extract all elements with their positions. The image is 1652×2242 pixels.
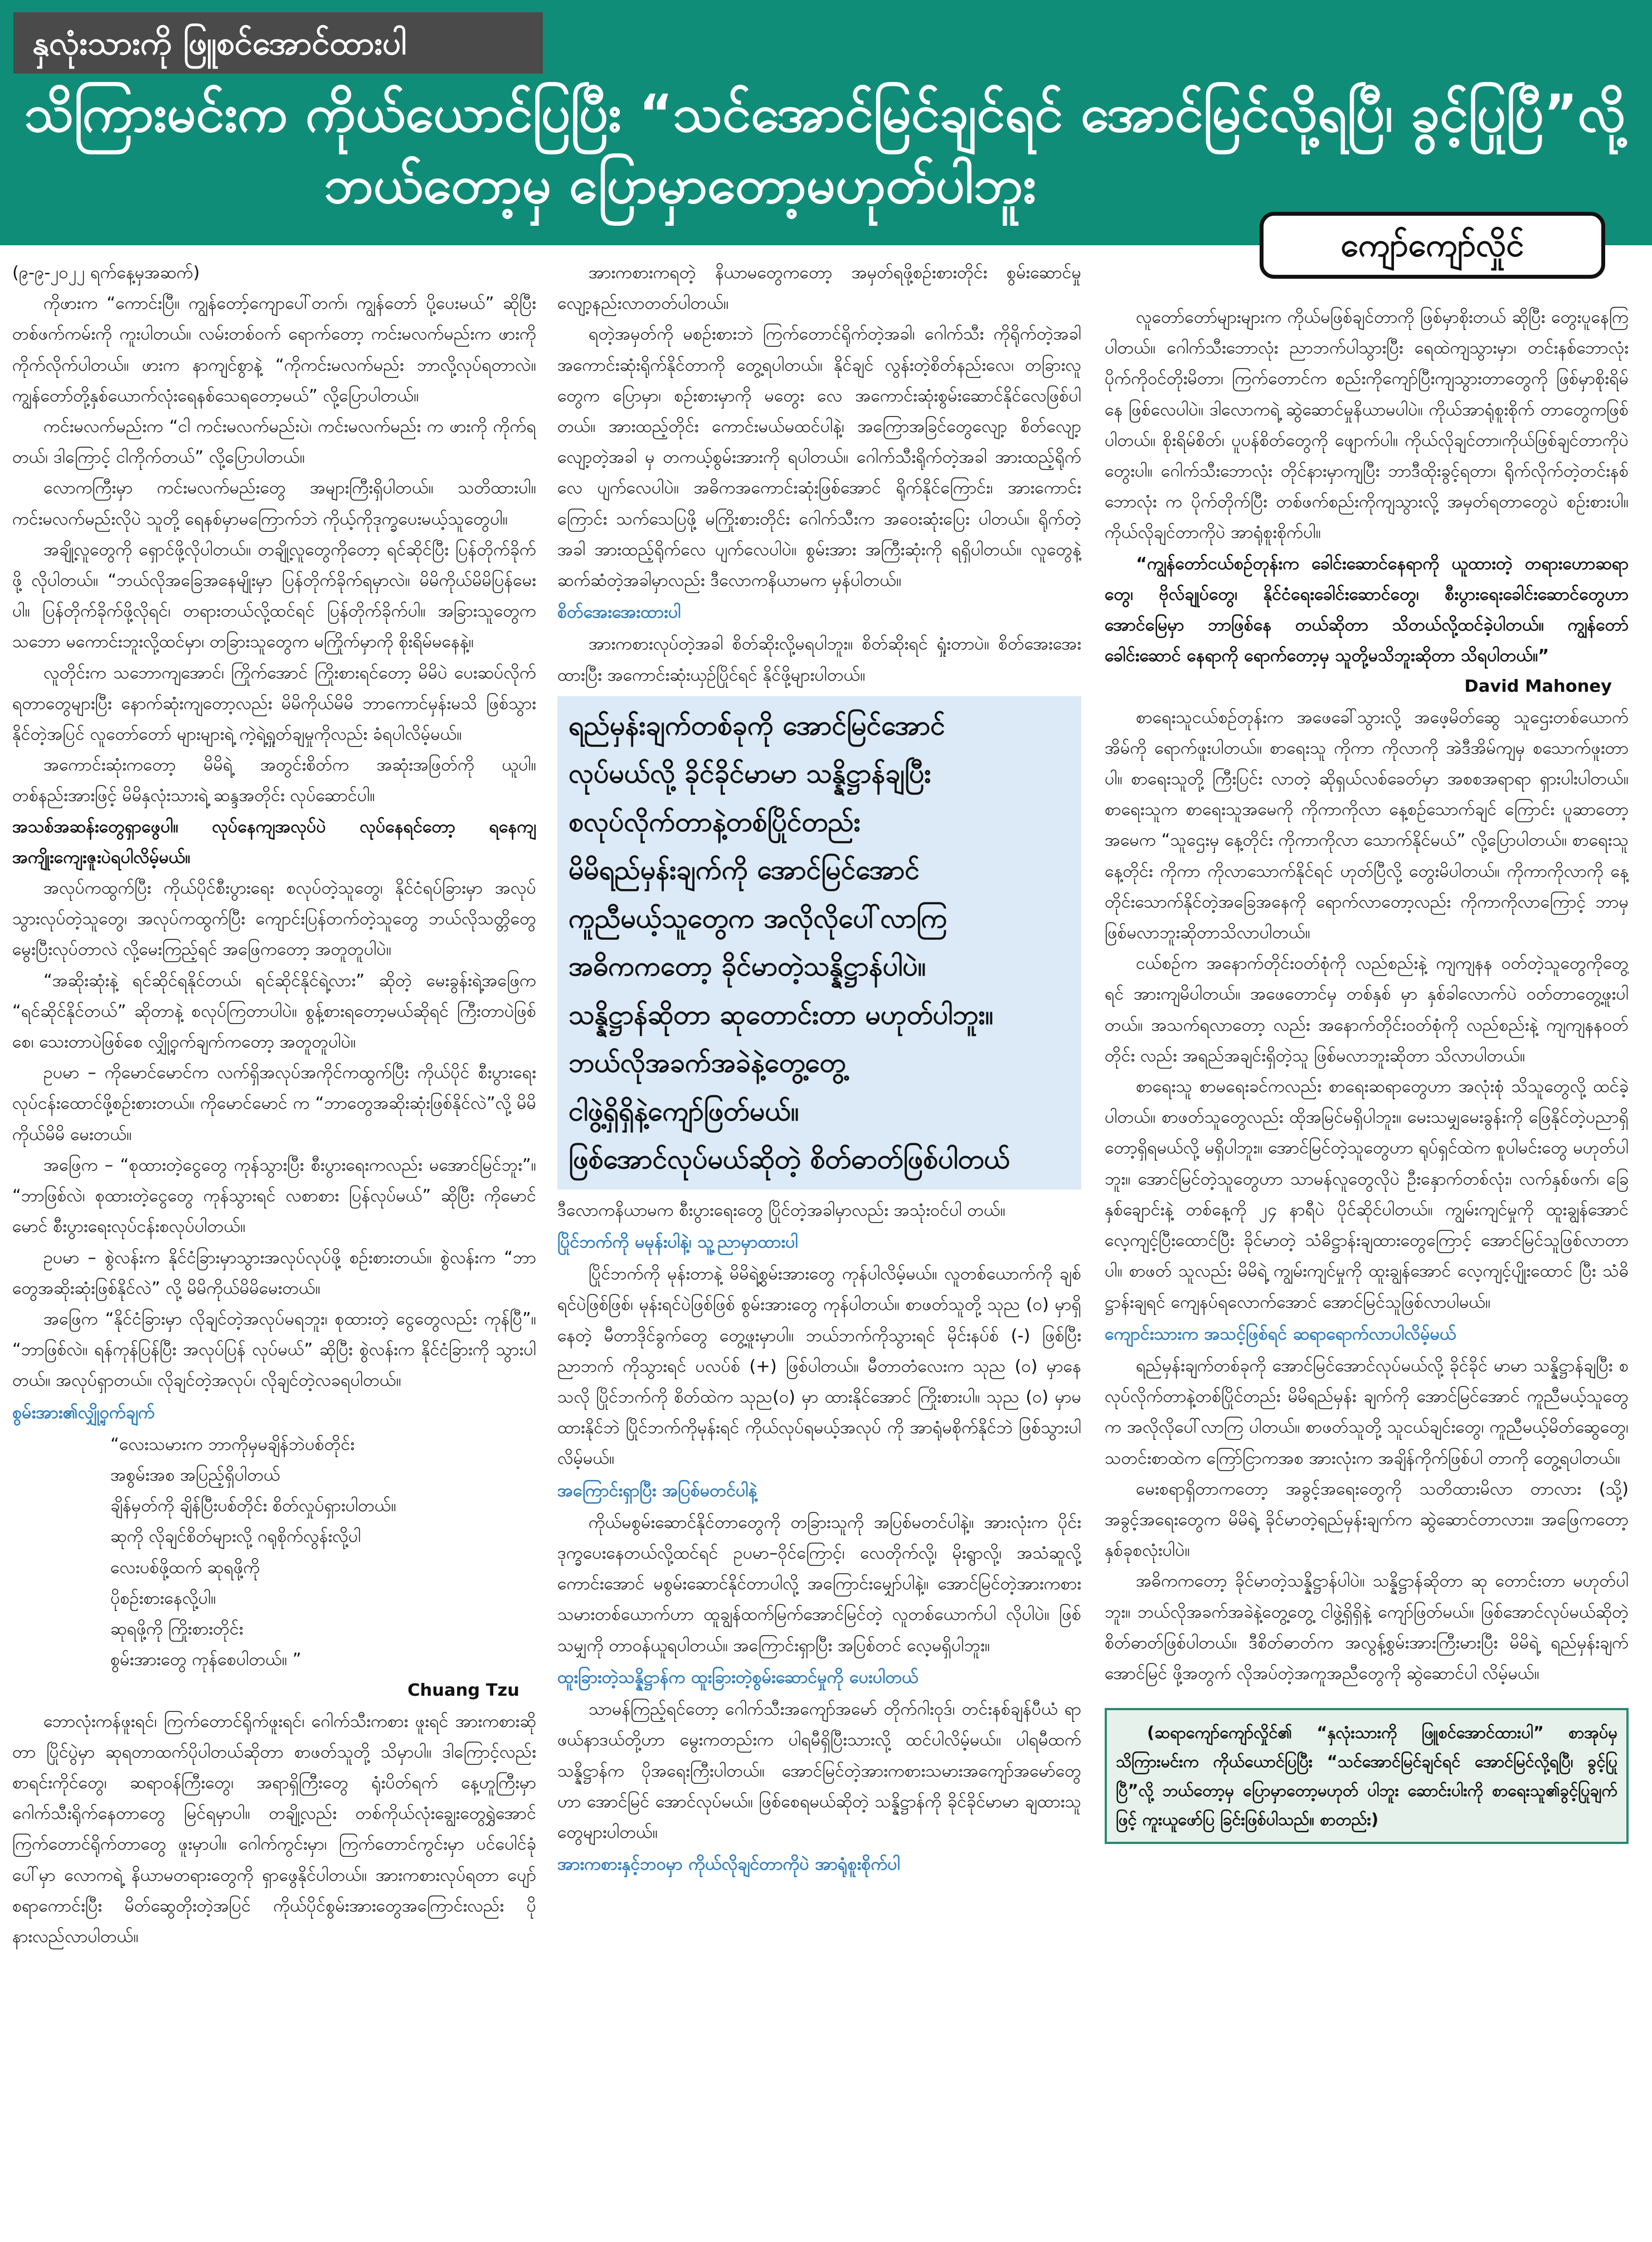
paragraph: ရည်မှန်းချက်တစ်ခုကို အောင်မြင်အောင်လုပ်မယ်လို့ ခိုင်ခိုင် မာမာ သန္နိဋ္ဌာန်ချပြီး စလုပ်လိုက်တာနဲ့တစ်ပြိုင်တည်း မိမိရည်မှန်း ချက်ကို အောင်မြင်အောင် ကူညီမယ့်သူတွေက အလိုလိုပေါ်လာကြ ပါတယ်။ စာဖတ်သူတို့ သူငယ်ချင်းတွေ၊ ကူညီမယ့်မိတ်ဆွေတွေ၊ သတင်းစာထဲက ကြော်ငြာကအစ အားလုံးက အချိန်ကိုက်ဖြစ်ပါ တာကို တွေ့ရပါတယ်။ [1105, 1356, 1629, 1468]
section-heading: စိတ်အေးအေးထားပါ [557, 603, 681, 623]
paragraph: အဖြေက “နိုင်ငံခြားမှာ လိုချင်တဲ့အလုပ်မရဘူး၊ စုထားတဲ့ ငွေတွေလည်း ကုန်ပြီ”။ “ဘာဖြစ်လဲ။ ရန်ကုန်ပြန်ပြီး အလုပ်ပြန် လုပ်မယ်” ဆိုပြီး စွဲလန်းက နိုင်ငံခြားကို သွားပါတယ်။ အလုပ်ရှာတယ်။ လိုချင်တဲ့အလုပ်၊ လိုချင်တဲ့လခရပါတယ်။ [12, 1309, 536, 1391]
column-3-content [1105, 258, 1629, 1844]
pull-quote-line: ဘယ်လိုအခက်အခဲနဲ့တွေ့တွေ့ [569, 1047, 846, 1079]
title-line-1: သိကြားမင်းက ကိုယ်ယောင်ပြပြီး “သင်အောင်မြင်ချင်ရင် အောင်မြင်လို့ရပြီ၊ ခွင့်ပြုပြီ”လို့ [24, 84, 1626, 143]
paragraph: အကောင်းဆုံးကတော့ မိမိရဲ့ အတွင်းစိတ်က အဆုံးအဖြတ်ကို ယူပါ။ တစ်နည်းအားဖြင့် မိမိနှလုံးသားရဲ့ ဆန္ဒအတိုင်း လုပ်ဆောင်ပါ။ [12, 755, 536, 806]
section-heading: ကျောင်းသားက အသင့်ဖြစ်ရင် ဆရာရောက်လာပါလိမ့်မယ် [1105, 1324, 1456, 1344]
pull-quote-line: ကူညီမယ့်သူတွေက အလိုလိုပေါ်လာကြ [569, 902, 948, 934]
paragraph: သာမန်ကြည့်ရင်တော့ ဂေါက်သီးအကျော်အမော် တိုက်ဂါးဝုဒ်၊ တင်းနစ်ချန်ပီယံ ရာဖယ်နာဒယ်တို့ဟာ မွေးကတည်းက ပါရမီရှိပြီးသားလို့ ထင်ပါလိမ့်မယ်။ ပါရမီထက် သန္နိဋ္ဌာန်က ပိုအရေးကြီးပါတယ်။ အောင်မြင်တဲ့အားကစားသမားအကျော်အမော်တွေဟာ အောင်မြင် အောင်လုပ်မယ်။ ဖြစ်စေရမယ်ဆိုတဲ့ သန္နိဋ္ဌာန်ကို ခိုင်ခိုင်မာမာ ချထားသူတွေများပါတယ်။ [557, 1700, 1081, 1842]
title-line-2: ဘယ်တော့မှ ပြောမှာတော့မဟုတ်ပါဘူး [324, 155, 1036, 215]
poem-line: ဆုရဖို့ကို ကြိုးစားတိုင်း [110, 1619, 244, 1639]
article-title [17, 78, 1633, 221]
author-byline: ကျော်ကျော်လှိုင် [1260, 212, 1605, 279]
pull-quote-line: မိမိရည်မှန်းချက်ကို အောင်မြင်အောင် [569, 855, 920, 886]
poem-line: လေးပစ်ဖို့ထက် ဆုရဖို့ကို [110, 1557, 260, 1578]
paragraph: စာရေးသူ စာမရေးခင်ကလည်း စာရေးဆရာတွေဟာ အလုံးစုံ သိသူတွေလို့ ထင်ခဲ့ပါတယ်။ စာဖတ်သူတွေလည်း ထိုအမြင်မရှိပါဘူး။ မေးသမျှမေးခွန်းကို ဖြေနိုင်တဲ့ပညာရှိတော့ရှိရမယ်လို့ မရှိပါဘူး။ အောင်မြင်တဲ့သူတွေဟာ ရုပ်ရှင်ထဲက စူပါမင်းတွေ မဟုတ်ပါဘူး။ အောင်မြင်တဲ့သူတွေဟာ သာမန်လူတွေလိုပဲ ဦးနှောက်တစ်လုံး၊ လက်နှစ်ဖက်၊ ခြေနှစ်ချောင်းနဲ့ တစ်နေ့ကို ၂၄ နာရီပဲ ပိုင်ဆိုင်ပါတယ်။ ကျွမ်းကျင်မှုကို ထူးချွန်အောင် လေ့ကျင့်ပြီးထောင်ပြီး ခိုင်မာတဲ့ သံဓိဋ္ဌာန်းချထားတွေကြောင့် အောင်မြင်သူဖြစ်လာတာပါ။ စာဖတ် သူလည်း မိမိရဲ့ ကျွမ်းကျင်မှုကို ထူးချွန်အောင် လေ့ကျင့်ပျိုးထောင် ပြီး သံဓိဋ္ဌာန်းချရင် ကျေနပ်ရလောက်အောင် အောင်မြင်သူဖြစ်လာပါမယ်။ [1105, 1077, 1629, 1312]
paragraph: လောကကြီးမှာ ကင်းမလက်မည်းတွေ အများကြီးရှိပါတယ်။ သတိထားပါ။ ကင်းမလက်မည်းလိုပဲ သူတို့ ရေနစ်မှာမကြောက်ဘဲ ကိုယ့်ကိုဒုက္ခပေးမယ့်သူတွေပါ။ [12, 478, 536, 529]
paragraph: ကင်းမလက်မည်းက “ငါ ကင်းမလက်မည်းပဲ၊ ကင်းမလက်မည်း က ဖားကို ကိုက်ရတယ်၊ ဒါကြောင့် ငါကိုက်တယ်” လို့ပြောပါတယ်။ [12, 417, 536, 468]
column-1 [12, 258, 536, 2225]
continuation-date: (၉-၉-၂၀၂၂ ရက်နေ့မှအဆက်) [12, 263, 200, 283]
pull-quote-line: ငါဖွဲ့ရှိရှိနဲ့ကျော်ဖြတ်မယ်။ [569, 1095, 799, 1127]
poem-line: “လေးသမားက ဘာကိုမှမချိန်ဘဲပစ်တိုင်း [110, 1434, 355, 1454]
pull-quote-line: လုပ်မယ်လို့ ခိုင်ခိုင်မာမာ သန္နိဋ္ဌာန်ချပြီး [569, 758, 931, 790]
paragraph: လူတော်တော်များများက ကိုယ်မဖြစ်ချင်တာကို ဖြစ်မှာစိုးတယ် ဆိုပြီး တွေးပူနေကြပါတယ်။ ဂေါက်သီးဘောလုံး ညာဘက်ပါသွားပြီး ရေထဲကျသွားမှာ၊ တင်းနစ်ဘောလုံး ပိုက်ကိုဝင်တိုးမိတာ၊ ကြက်တောင်က စည်းကိုကျော်ပြီးကျသွားတာတွေကို ဖြစ်မှာစိုးရိမ်နေ ဖြစ်လေပါပဲ။ ဒါလောကရဲ့ ဆွဲဆောင်မှုနိယာမပါပဲ။ ကိုယ်အာရုံစူးစိုက် တာတွေကဖြစ်ပါတယ်။ စိုးရိမ်စိတ်၊ ပူပန်စိတ်တွေကို ဖျောက်ပါ။ ကိုယ်လိုချင်တာ၊ကိုယ်ဖြစ်ချင်တာကိုပဲတွေးပါ။ ဂေါက်သီးဘောလုံး တိုင်နားမှာကျပြီး ဘာဒီထိုးခွင့်ရတာ၊ ရိုက်လိုက်တဲ့တင်းနစ်ဘောလုံး က ပိုက်တိုက်ပြီး တစ်ဖက်စည်းကိုကျသွားလို့ အမှတ်ရတာတွေပဲ စဉ်းစားပါ။ ကိုယ်လိုချင်တာကိုပဲ အာရုံစူးစိုက်ပါ။ [1105, 308, 1629, 543]
paragraph: အချို့လူတွေကို ရှောင်ဖို့လိုပါတယ်။ တချို့လူတွေကိုတော့ ရင်ဆိုင်ပြီး ပြန်တိုက်ခိုက်ဖို့ လိုပါတယ်။ “ဘယ်လိုအခြေအနေမျိုးမှာ ပြန်တိုက်ခိုက်ရမှာလဲ။ မိမိကိုယ်မိမိပြန်မေးပါ။ ပြန်တိုက်ခိုက်ဖို့လိုရင်၊ တရားတယ်လို့ထင်ရင် ပြန်တိုက်ခိုက်ပါ။ အခြားသူတွေက သဘော မကောင်းဘူးလို့ထင်မှာ၊ တခြားသူတွေက မကြိုက်မှာကို စိုးရိမ်မနေနဲ့။ [12, 540, 536, 652]
poem-line: ဆုကို လိုချင်စိတ်များလို့ ဂရုစိုက်လွန်းလို့ပါ [110, 1527, 361, 1547]
paragraph: ဥပမာ – ကိုမောင်မောင်က လက်ရှိအလုပ်အကိုင်ကထွက်ပြီး ကိုယ်ပိုင် စီးပွားရေးလုပ်ငန်းထောင်ဖို့စဉ်းစားတယ်။ ကိုမောင်မောင် က “ဘာတွေအဆိုးဆုံးဖြစ်နိုင်လဲ”လို့ မိမိကိုယ်မိမိ မေးတယ်။ [12, 1063, 536, 1144]
quote-attribution: David Mahoney [1464, 677, 1612, 697]
paragraph: မေးစရာရှိတာကတော့ အခွင့်အရေးတွေကို သတိထားမိလာ တာလား (သို့) အခွင့်အရေးတွေက မိမိရဲ့ ခိုင်မာတဲ့ရည်မှန်းချက်က ဆွဲဆောင်တာလား။ အဖြေကတော့ နှစ်ခုစလုံးပါပဲ။ [1105, 1479, 1629, 1561]
paragraph: ကိုယ်မစွမ်းဆောင်နိုင်တာတွေကို တခြားသူကို အပြစ်မတင်ပါနဲ့။ အားလုံးက ပိုင်းဒုက္ခပေးနေတယ်လို့ထင်ရင် ဥပမာ–ဝိုင်ကြောင့်၊ လေတိုက်လို့၊ မိုးရွာလို့၊ အသံဆူလို့ ကောင်းအောင် မစွမ်းဆောင်နိုင်တာပါလို့ အကြောင်းမျှော်ပါနဲ့။ အောင်မြင်တဲ့အားကစား သမားတစ်ယောက်ဟာ ထူချွန်ထက်မြက်အောင်မြင်တဲ့ လူတစ်ယောက်ပါ လိုပါပဲ။ ဖြစ်သမျှကို တာဝန်ယူရပါတယ်။ အကြောင်းရှာပြီး အပြစ်တင် လေ့မရှိပါဘူး။ [557, 1512, 1081, 1656]
source-note: (ဆရာကျော်ကျော်လှိုင်၏ “နှလုံးသားကို ဖြူစင်အောင်ထားပါ” စာအုပ်မှ သိကြားမင်းက ကိုယ်ယောင်ပြပြီး “သင်အောင်မြင်ချင်ရင် အောင်မြင်လို့ရပြီ၊ ခွင့်ပြုပြီ”လို့ ဘယ်တော့မှ ပြောမှာတော့မဟုတ် ပါဘူး ဆောင်းပါးကို စာရေးသူ၏ခွင့်ပြုချက်ဖြင့် ကူးယူဖော်ပြ ခြင်းဖြစ်ပါသည်။ စာတည်း) [1116, 1723, 1617, 1829]
paragraph: ပြိုင်ဘက်ကို မုန်းတာနဲ့ မိမိရဲ့စွမ်းအားတွေ ကုန်ပါလိမ့်မယ်။ လူတစ်ယောက်ကို ချစ်ရင်ပဲဖြစ်ဖြစ်၊ မုန်းရင်ပဲဖြစ်ဖြစ် စွမ်းအားတွေ ကုန်ပါတယ်။ စာဖတ်သူတို့ သုည (၀) မှာရှိနေတဲ့ မီတာဒိုင်ခွက်တွေ တွေ့ဖူးမှာပါ။ ဘယ်ဘက်ကိုသွားရင် မိုင်းနပ်စ် (-) ဖြစ်ပြီး ညာဘက် ကိုသွားရင် ပလပ်စ် (+) ဖြစ်ပါတယ်။ မီတာတံလေးက သုည (၀) မှာနေ သလို ပြိုင်ဘက်ကို စိတ်ထဲက သုည(၀) မှာ ထားနိုင်အောင် ကြိုးစားပါ။ သုည (၀) မှာမထားနိုင်ဘဲ ပြိုင်ဘက်ကိုမုန်းရင် ကိုယ်လုပ်ရမယ့်အလုပ် ကို အာရုံမစိုက်နိုင်ဘဲ ဖြစ်သွားပါလိမ့်မယ်။ [557, 1264, 1081, 1469]
column-2 [557, 258, 1081, 2225]
source-note-box [1105, 1708, 1629, 1844]
paragraph: ဥပမာ – စွဲလန်းက နိုင်ငံခြားမှာသွားအလုပ်လုပ်ဖို့ စဉ်းစားတယ်။ စွဲလန်းက “ဘာတွေအဆိုးဆုံးဖြစ်နိုင်လဲ” လို့ မိမိကိုယ်မိမိမေးတယ်။ [12, 1248, 536, 1298]
bold-paragraph: အသစ်အဆန်းတွေရှာဖွေပါ။ လုပ်နေကျအလုပ်ပဲ လုပ်နေရင်တော့ ရနေကျအကျိုးကျေးဇူးပဲရပါလိမ့်မယ်။ [12, 817, 536, 867]
poem-line: စွမ်းအားတွေ ကုန်စေပါတယ်။ ” [110, 1650, 302, 1670]
quote: “ကျွန်တော်ငယ်စဉ်တုန်းက ခေါင်းဆောင်နေရာကို ယူထားတဲ့ တရားဟောဆရာတွေ၊ ဗိုလ်ချုပ်တွေ၊ နိုင်ငံရေးခေါင်းဆောင်တွေ၊ စီးပွားရေးခေါင်းဆောင်တွေဟာ အောင်မြေမှာ ဘာဖြစ်နေ တယ်ဆိုတာ သိတယ်လို့ထင်ခဲ့ပါတယ်။ ကျွန်တော်ခေါင်းဆောင် နေရာကို ရောက်တော့မှ သူတို့မသိဘူးဆိုတာ သိရပါတယ်။” [1105, 554, 1629, 666]
column-3 [1105, 258, 1629, 2225]
paragraph: အလုပ်ကထွက်ပြီး ကိုယ်ပိုင်စီးပွားရေး စလုပ်တဲ့သူတွေ၊ နိုင်ငံရပ်ခြားမှာ အလုပ်သွားလုပ်တဲ့သူတွေ၊ အလုပ်ကထွက်ပြီး ကျောင်းပြန်တက်တဲ့သူတွေ ဘယ်လိုသတ္တိတွေမွေးပြီးလုပ်တာလဲ လို့မေးကြည့်ရင် အဖြေကတော့ အတူတူပါပဲ။ [12, 879, 536, 960]
paragraph: လူတိုင်းက သဘောကျအောင်၊ ကြိုက်အောင် ကြိုးစားရင်တော့ မိမိပဲ ပေးဆပ်လိုက်ရတာတွေများပြီး နောက်ဆုံးကျတော့လည်း မိမိကိုယ်မိမိ ဘာကောင်မှန်းမသိ ဖြစ်သွားနိုင်တဲ့အပြင် လူတော်တော် များများရဲ့ ကဲ့ရဲ့ရှုတ်ချမှုကိုလည်း ခံရပါလိမ့်မယ်။ [12, 663, 536, 745]
poem-attribution: Chuang Tzu [407, 1681, 519, 1701]
paragraph: “အဆိုးဆုံးနဲ့ ရင်ဆိုင်ရနိုင်တယ်၊ ရင်ဆိုင်နိုင်ရဲ့လား” ဆိုတဲ့ မေးခွန်းရဲ့အဖြေက “ရင်ဆိုင်နိုင်တယ်” ဆိုတာနဲ့ စလုပ်ကြတာပါပဲ။ စွန့်စားရတော့မယ်ဆိုရင် ကြီးတာပဲဖြစ်စေ၊ သေးတာပဲဖြစ်စေ လျှို့ဝှက်ချက်ကတော့ အတူတူပါပဲ။ [12, 970, 536, 1052]
pull-quote-line: ရည်မှန်းချက်တစ်ခုကို အောင်မြင်အောင် [569, 710, 945, 741]
paragraph: ရတဲ့အမှတ်ကို မစဉ်းစားဘဲ ကြက်တောင်ရိုက်တဲ့အခါ၊ ဂေါက်သီး ကိုရိုက်တဲ့အခါ အကောင်းဆုံးရိုက်နိုင်တာကို တွေ့ရပါတယ်။ နိုင်ချင် လွန်းတဲ့စိတ်နည်းလေ၊ တခြားလူတွေက ပြောမှာ၊ စဉ်းစားမှာကို မတွေး လေ အကောင်းဆုံးစွမ်းဆောင်နိုင်လေဖြစ်ပါတယ်။ အားထည့်တိုင်း ကောင်းမယ်မထင်ပါနဲ့၊ အကြောအခြင်တွေလျော့ စိတ်လျော့လျော့တဲ့အခါ မှ တကယ့်စွမ်းအားကို ရပါတယ်။ ဂေါက်သီးရိုက်တဲ့အခါ အားထည့်ရိုက် လေ ပျက်လေပါပဲ။ အဓိကအကောင်းဆုံးဖြစ်အောင် ရိုက်နိုင်ကြောင်း၊ အားကောင်းကြောင်း သက်သေပြဖို့ မကြိုးစားတိုင်း ဂေါက်သီးက အဝေးဆုံးပြေး ပါတယ်။ ရိုက်တဲ့အခါ အားထည့်ရိုက်လေ ပျက်လေပါပဲ။ စွမ်းအား အကြီးဆုံးကို ရရှိပါတယ်။ လူတွေနဲ့ဆက်ဆံတဲ့အခါမှာလည်း ဒီလောကနိယာမက မှန်ပါတယ်။ [557, 324, 1081, 591]
paragraph: အားကစားလုပ်တဲ့အခါ စိတ်ဆိုးလို့မရပါဘူး။ စိတ်ဆိုးရင် ရှုံးတာပဲ။ စိတ်အေးအေးထားပြီး အကောင်းဆုံးယှဉ်ပြိုင်ရင် နိုင်ဖို့များပါတယ်။ [557, 634, 1081, 685]
poem-line: အစွမ်းအစ အပြည့်ရှိပါတယ် [110, 1465, 280, 1485]
header-banner [0, 0, 1652, 245]
paragraph: အဓိကကတော့ ခိုင်မာတဲ့သန္နိဋ္ဌာန်ပါပဲ။ သန္နိဋ္ဌာန်ဆိုတာ ဆု တောင်းတာ မဟုတ်ပါဘူး။ ဘယ်လိုအခက်အခဲနဲ့တွေ့တွေ့ ငါဖွဲ့ရှိရှိနဲ့ ကျော်ဖြတ်မယ်။ ဖြစ်အောင်လုပ်မယ်ဆိုတဲ့ စိတ်ဓာတ်ဖြစ်ပါတယ်။ ဒီစိတ်ဓာတ်က အလွန့်စွမ်းအားကြီးမားပြီး မိမိရဲ့ ရည်မှန်းချက်အောင်မြင် ဖို့အတွက် လိုအပ်တဲ့အကူအညီတွေကို ဆွဲဆောင်ပါ လိမ့်မယ်။ [1105, 1571, 1629, 1683]
paragraph: စာရေးသူငယ်စဉ်တုန်းက အဖေခေါ်သွားလို့ အဖေ့မိတ်ဆွေ သူဌေးတစ်ယောက်အိမ်ကို ရောက်ဖူးပါတယ်။ စာရေးသူ ကိုကာ ကိုလာကို အဲဒီအိမ်ကျမှ စသောက်ဖူးတာပါ။ စာရေးသူတို့ ကြီးပြင်း လာတဲ့ ဆိုရှယ်လစ်ခေတ်မှာ အစစအရာရာ ရှားပါးပါတယ်။ စာရေးသူက စာရေးသူအမေကို ကိုကာကိုလာ နေ့စဉ်သောက်ချင် ကြောင်း ပူဆာတော့ အမေက “သူဌေးမှ နေ့တိုင်း ကိုကာကိုလာ သောက်နိုင်မယ်” လို့ပြောပါတယ်။ စာရေးသူ နေ့တိုင်း ကိုကာ ကိုလာသောက်နိုင်ရင် ဟုတ်ပြီလို့ တွေးမိပါတယ်။ ကိုကာကိုလာကို နေ့တိုင်းသောက်နိုင်တဲ့အခြေအနေကို ရောက်လာတော့လည်း ကိုကာကိုလာကြောင့် ဘာမှဖြစ်မလာဘူးဆိုတာသိလာပါတယ်။ [1105, 707, 1629, 943]
paragraph: ငယ်စဉ်က အနောက်တိုင်းဝတ်စုံကို လည်စည်းနဲ့ ကျကျနန ဝတ်တဲ့သူတွေကိုတွေ့ရင် အားကျမိပါတယ်။ အဖေတောင်မှ တစ်နှစ် မှာ နှစ်ခါလောက်ပဲ ဝတ်တာတွေ့ဖူးပါတယ်။ အသက်ရလာတော့ လည်း အနောက်တိုင်းဝတ်စုံကို လည်စည်းနဲ့ ကျကျနနဝတ်တိုင်း လည်း အရည်အချင်းရှိတဲ့သူ ဖြစ်မလာဘူးဆိုတာ သိလာပါတယ်။ [1105, 954, 1629, 1066]
paragraph: ဒီလောကနိယာမက စီးပွားရေးတွေ ပြိုင်တဲ့အခါမှာလည်း အသုံးဝင်ပါ တယ်။ [557, 1200, 1005, 1220]
pull-quote-line: စလုပ်လိုက်တာနဲ့တစ်ပြိုင်တည်း [569, 806, 861, 838]
paragraph: ကိုဖားက “ကောင်းပြီ။ ကျွန်တော့်ကျောပေါ်တက်၊ ကျွန်တော် ပို့ပေးမယ်” ဆိုပြီး တစ်ဖက်ကမ်းကို ကူးပါတယ်။ လမ်းတစ်ဝက် ရောက်တော့ ကင်းမလက်မည်းက ဖားကို ကိုက်လိုက်ပါတယ်။ ဖားက နာကျင်စွာနဲ့ “ကိုကင်းမလက်မည်း ဘာလို့လုပ်ရတာလဲ။ ကျွန်တော်တို့နှစ်ယောက်လုံးရေနစ်သေရတော့မယ်” လို့ပြောပါတယ်။ [12, 294, 536, 406]
paragraph: အားကစားကရတဲ့ နိယာမတွေကတော့ အမှတ်ရဖို့စဉ်းစားတိုင်း စွမ်းဆောင်မှု လျော့နည်းလာတတ်ပါတယ်။ [557, 263, 1081, 314]
poem-line: ချိန်မှတ်ကို ချိန်ပြီးပစ်တိုင်း စိတ်လှုပ်ရှားပါတယ်။ [110, 1496, 396, 1516]
section-heading: စွမ်းအား၏လျှို့ဝှက်ချက် [12, 1403, 155, 1423]
pull-quote [557, 696, 1081, 1190]
section-heading: ပြိုင်ဘက်ကို မမုန်းပါနဲ့၊ သူ့ညာမှာထားပါ [557, 1232, 798, 1253]
series-label: နှလုံးသားကို ဖြူစင်အောင်ထားပါ [13, 12, 543, 74]
pull-quote-line: ဖြစ်အောင်လုပ်မယ်ဆိုတဲ့ စိတ်ဓာတ်ဖြစ်ပါတယ် [569, 1144, 1010, 1176]
paragraph: ဘောလုံးကန်ဖူးရင်၊ ကြက်တောင်ရိုက်ဖူးရင်၊ ဂေါက်သီးကစား ဖူးရင် အားကစားဆိုတာ ပြိုင်ပွဲမှာ ဆုရတာထက်ပိုပါတယ်ဆိုတာ စာဖတ်သူတို့ သိမှာပါ။ ဒါကြောင့်လည်း စာရင်းကိုင်တွေ၊ ဆရာဝန်ကြီးတွေ၊ အရာရှိကြီးတွေ ရုံးပိတ်ရက် နေ့ဟူကြီးမှာ ဂေါက်သီးရိုက်နေတာတွေ မြင်ရမှာပါ။ တချို့လည်း တစ်ကိုယ်လုံးချွေးတွေရွှဲအောင် ကြက်တောင်ရိုက်တာတွေ ဖူးမှာပါ။ ဂေါက်ကွင်းမှာ၊ ကြက်တောင်ကွင်းမှာ ပင်ပေါင်ခုံပေါ်မှာ လောကရဲ့ နိယာမတရားတွေကို ရှာဖွေနိုင်ပါတယ်။ အားကစားလုပ်ရတာ ပျော်စရာကောင်းပြီး မိတ်ဆွေတိုးတဲ့အပြင် ကိုယ်ပိုင်စွမ်းအားတွေအကြောင်းလည်း ပိုနားလည်လာပါတယ်။ [12, 1711, 536, 1947]
section-heading: ထူးခြားတဲ့သန္နိဋ္ဌာန်က ထူးခြားတဲ့စွမ်းဆောင်မှုကို ပေးပါတယ် [557, 1667, 919, 1687]
section-heading: အကြောင်းရှာပြီး အပြစ်မတင်ပါနဲ့ [557, 1481, 757, 1501]
paragraph: အဖြေက – “စုထားတဲ့ငွေတွေ ကုန်သွားပြီး စီးပွားရေးကလည်း မအောင်မြင်ဘူး”။ “ဘာဖြစ်လဲ၊ စုထားတဲ့ငွေတွေ ကုန်သွားရင် လစာစား ပြန်လုပ်မယ်” ဆိုပြီး ကိုမောင်မောင် စီးပွားရေးလုပ်ငန်းစလုပ်ပါတယ်။ [12, 1155, 536, 1237]
pull-quote-line: အဓိကကတော့ ခိုင်မာတဲ့သန္နိဋ္ဌာန်ပါပဲ။ [569, 951, 926, 983]
section-heading: အားကစားနှင့်ဘဝမှာ ကိုယ်လိုချင်တာကိုပဲ အာရုံစူးစိုက်ပါ [557, 1855, 900, 1875]
pull-quote-line: သန္နိဋ္ဌာန်ဆိုတာ ဆုတောင်းတာ မဟုတ်ပါဘူး။ [569, 999, 994, 1031]
poem-line: ပိုစဉ်းစားနေလို့ပါ။ [110, 1588, 216, 1608]
